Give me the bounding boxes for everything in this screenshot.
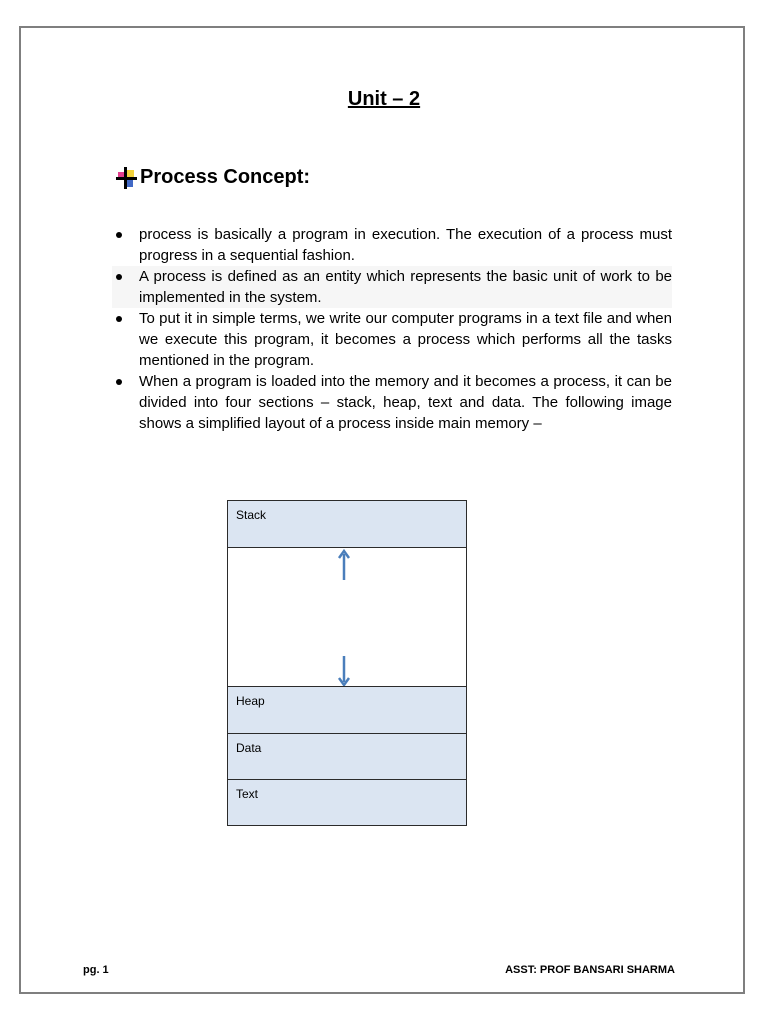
list-item: [112, 266, 672, 308]
heap-segment: [227, 686, 467, 734]
bullet-dot-icon: [116, 316, 122, 322]
bullet-dot-icon: [116, 274, 122, 280]
list-item-text: To put it in simple terms, we write our computer programs in a text file and when we execute this program, it becomes a process which performs all the tasks mentioned in the program.: [139, 310, 672, 369]
author-credit: ASST: PROF BANSARI SHARMA: [505, 964, 675, 976]
bullet-dot-icon: [116, 232, 122, 238]
stack-label: Stack: [236, 508, 267, 522]
section-heading-text: Process Concept:: [140, 166, 311, 188]
arrow-down-icon: [337, 654, 351, 688]
memory-layout-diagram: [227, 500, 467, 826]
data-label: Data: [236, 741, 262, 755]
list-item-text: A process is defined as an entity which represents the basic unit of work to be implemented in the system.: [139, 268, 672, 306]
list-item: [112, 371, 672, 434]
text-segment: [227, 779, 467, 826]
arrow-up-icon: [337, 548, 351, 582]
heap-label: Heap: [236, 694, 265, 708]
page-title: Unit – 2: [347, 88, 421, 110]
page-number: pg. 1: [83, 964, 109, 976]
list-item: [112, 224, 672, 266]
section-heading: [116, 166, 310, 189]
text-label: Text: [236, 787, 259, 801]
list-item-text: process is basically a program in execution. The execution of a process must progress in a sequential fashion.: [139, 226, 672, 264]
bullet-dot-icon: [116, 379, 122, 385]
quad-square-bullet-icon: [116, 167, 138, 189]
list-item-text: When a program is loaded into the memory and it becomes a process, it can be divided into four sections – stack, heap, text and data. The following image shows a simplified layout of a process inside main memory –: [139, 373, 672, 432]
list-item: [112, 308, 672, 371]
data-segment: [227, 733, 467, 780]
stack-segment: [227, 500, 467, 548]
bullet-list: [112, 224, 672, 434]
free-space-segment: [227, 547, 467, 687]
